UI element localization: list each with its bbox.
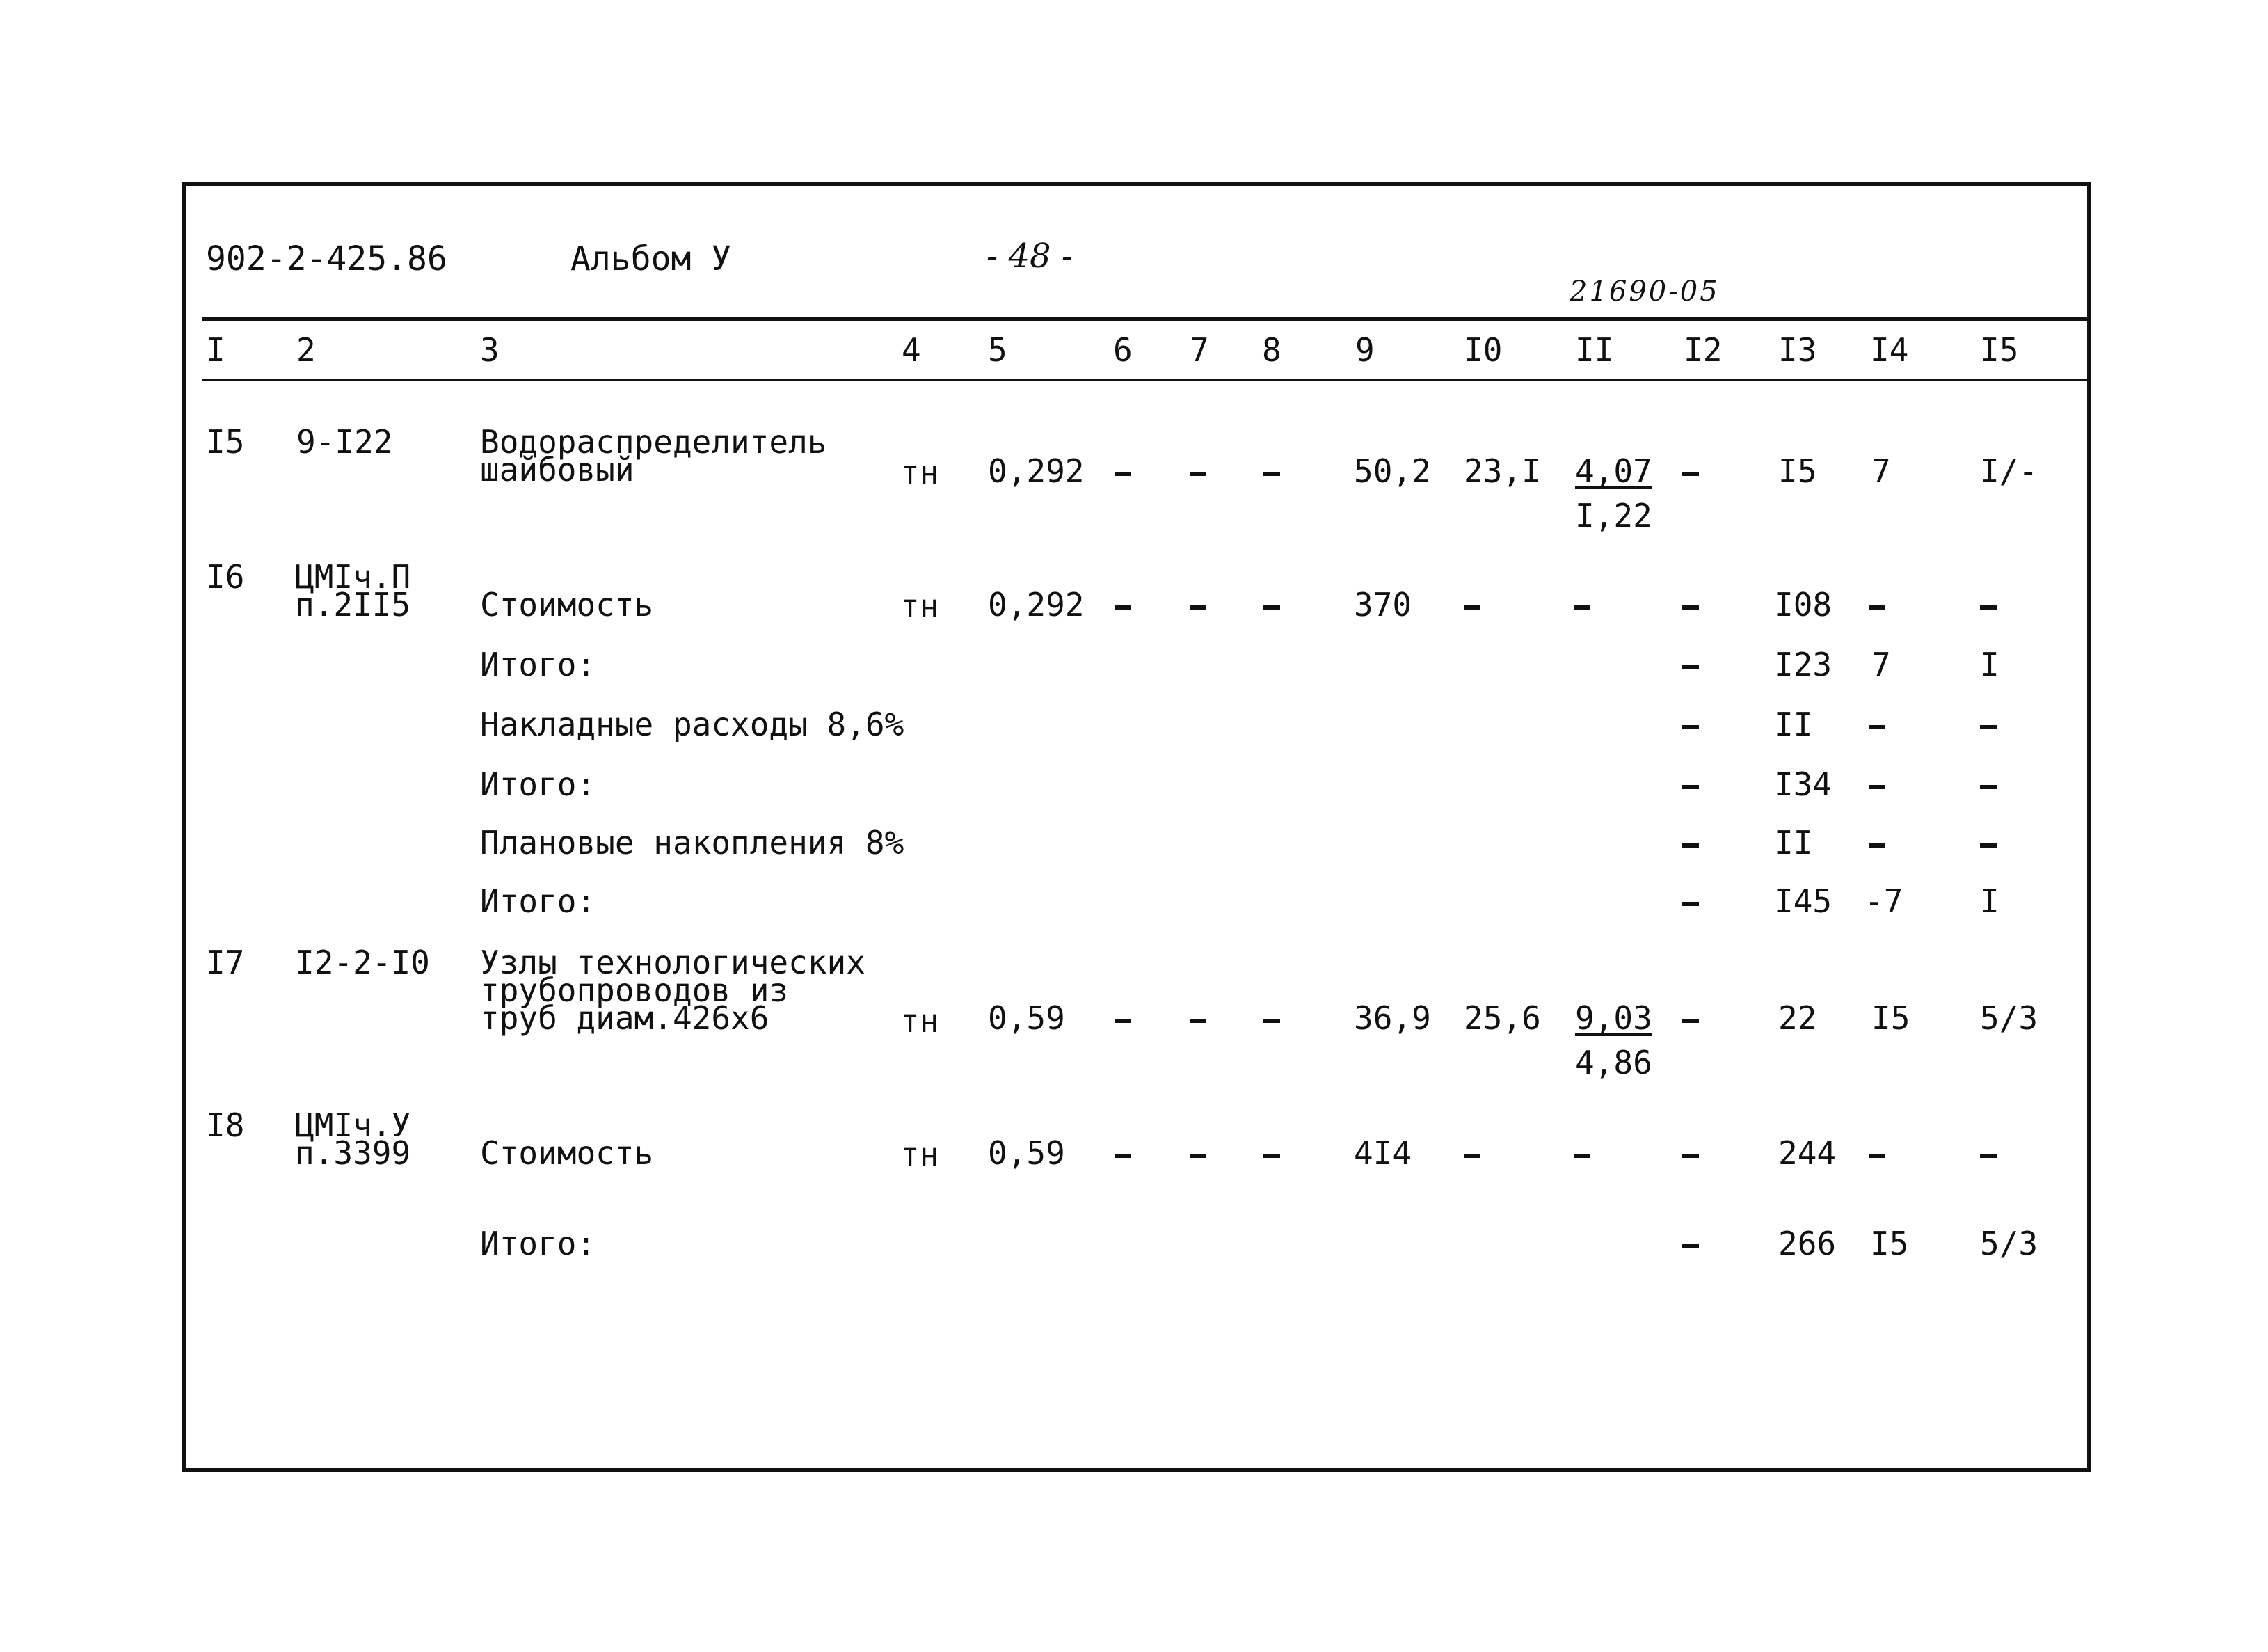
total-col13: 266 — [1778, 1225, 1837, 1262]
row17-col12-dash — [1682, 1019, 1699, 1023]
col-header-5: 5 — [988, 331, 1007, 369]
row17-code: I2-2-I0 — [295, 944, 430, 981]
row18-unit: тн — [900, 1136, 939, 1173]
row17-num: I7 — [206, 944, 245, 981]
row16-col14-dash — [1869, 605, 1885, 610]
row18-code-line2: п.3399 — [295, 1134, 411, 1172]
subtotal3-label: Итого: — [480, 882, 596, 920]
subtotal2-col14-dash — [1869, 785, 1885, 789]
col-header-1: I — [206, 331, 225, 369]
row17-name-line2: трубопроводов из — [480, 971, 789, 1009]
total-col15: 5/3 — [1980, 1225, 2038, 1262]
row16-unit: тн — [900, 587, 939, 625]
subtotal2-col13: I34 — [1774, 765, 1832, 803]
col-header-7: 7 — [1190, 331, 1209, 369]
row15-col13: I5 — [1778, 452, 1817, 490]
row16-col11-dash — [1574, 605, 1590, 610]
subtotal2-col12-dash — [1682, 785, 1699, 789]
subtotal3-col13: I45 — [1774, 882, 1832, 920]
row16-qty: 0,292 — [988, 586, 1085, 624]
header-rule-bottom — [202, 379, 2089, 381]
col-header-3: 3 — [480, 331, 500, 369]
col-header-10: I0 — [1464, 331, 1503, 369]
row17-col9: 36,9 — [1354, 999, 1431, 1037]
row15-unit: тн — [900, 454, 939, 491]
planned-savings-label: Плановые накопления 8% — [480, 824, 904, 861]
row18-col11-dash — [1574, 1154, 1590, 1158]
row17-col15: 5/3 — [1980, 999, 2038, 1037]
row16-col12-dash — [1682, 605, 1699, 610]
total-label: Итого: — [480, 1225, 596, 1262]
subtotal1-col15: I — [1980, 646, 1999, 683]
row15-num: I5 — [206, 423, 245, 461]
row17-name-line3: труб диам.426х6 — [480, 999, 769, 1037]
row17-col10: 25,6 — [1464, 999, 1541, 1037]
row15-col14: 7 — [1871, 452, 1891, 490]
row15-col6-dash — [1115, 472, 1131, 476]
row17-col14: I5 — [1871, 999, 1910, 1037]
col-header-12: I2 — [1684, 331, 1723, 369]
subtotal3-col15: I — [1980, 882, 1999, 920]
row16-num: I6 — [206, 558, 245, 596]
col-header-15: I5 — [1980, 331, 2019, 369]
subtotal1-col13: I23 — [1774, 646, 1832, 683]
row16-code-line2: п.2II5 — [295, 586, 411, 624]
row17-col11-bottom: 4,86 — [1575, 1044, 1652, 1081]
row18-num: I8 — [206, 1106, 245, 1144]
doc-number: 902-2-425.86 — [206, 239, 447, 278]
row17-unit: тн — [900, 1002, 939, 1040]
total-col14: I5 — [1870, 1225, 1909, 1262]
row16-col15-dash — [1980, 605, 1997, 610]
row18-col13: 244 — [1778, 1134, 1837, 1172]
row15-col8-dash — [1263, 472, 1280, 476]
col-header-14: I4 — [1870, 331, 1909, 369]
col-header-6: 6 — [1113, 331, 1133, 369]
row16-col10-dash — [1464, 605, 1480, 610]
row15-col12-dash — [1682, 472, 1699, 476]
row15-name-line2: шайбовый — [480, 451, 634, 489]
subtotal3-col12-dash — [1682, 902, 1699, 906]
overhead-label: Накладные расходы 8,6% — [480, 706, 904, 743]
overhead-col12-dash — [1682, 725, 1699, 729]
col-header-8: 8 — [1262, 331, 1281, 369]
row16-col7-dash — [1190, 605, 1206, 610]
total-col12-dash — [1682, 1244, 1699, 1248]
row18-qty: 0,59 — [988, 1134, 1065, 1172]
row15-qty: 0,292 — [988, 452, 1085, 490]
row17-qty: 0,59 — [988, 999, 1065, 1037]
col-header-11: II — [1575, 331, 1614, 369]
row15-col7-dash — [1190, 472, 1206, 476]
row18-col9: 4I4 — [1354, 1134, 1412, 1172]
row17-col7-dash — [1190, 1019, 1206, 1023]
header-rule-top — [202, 317, 2089, 321]
row17-col6-dash — [1115, 1019, 1131, 1023]
overhead-col14-dash — [1869, 725, 1885, 729]
row17-col13: 22 — [1778, 999, 1817, 1037]
row15-col9: 50,2 — [1354, 452, 1431, 490]
row18-code-line1: ЦМIч.У — [295, 1106, 411, 1144]
row17-col8-dash — [1263, 1019, 1280, 1023]
subtotal2-col15-dash — [1980, 785, 1997, 789]
planned-savings-col15-dash — [1980, 843, 1997, 848]
row15-col15: I/- — [1980, 452, 2038, 490]
row18-name: Стоимость — [480, 1134, 654, 1172]
row15-code: 9-I22 — [296, 423, 393, 461]
album-label: Альбом У — [570, 239, 732, 278]
row18-col10-dash — [1464, 1154, 1480, 1158]
row18-col12-dash — [1682, 1154, 1699, 1158]
row16-col6-dash — [1115, 605, 1131, 610]
row15-col11-top: 4,07 — [1575, 452, 1652, 490]
subtotal1-col12-dash — [1682, 665, 1699, 669]
row15-col11-bottom: I,22 — [1575, 497, 1652, 534]
row18-col15-dash — [1980, 1154, 1997, 1158]
row18-col8-dash — [1263, 1154, 1280, 1158]
row16-col13: I08 — [1774, 586, 1832, 624]
planned-savings-col14-dash — [1869, 843, 1885, 848]
row15-name-line1: Водораспределитель — [480, 423, 827, 461]
row18-col14-dash — [1869, 1154, 1885, 1158]
subtotal2-label: Итого: — [480, 765, 596, 803]
planned-savings-col12-dash — [1682, 843, 1699, 848]
row18-col6-dash — [1115, 1154, 1131, 1158]
col-header-2: 2 — [296, 331, 316, 369]
row15-col10: 23,I — [1464, 452, 1541, 490]
row17-name-line1: Узлы технологических — [480, 944, 865, 981]
col-header-4: 4 — [902, 331, 921, 369]
row16-code-line1: ЦМIч.П — [295, 558, 411, 596]
col-header-13: I3 — [1778, 331, 1817, 369]
page-number: - 48 - — [987, 237, 1073, 276]
row18-col7-dash — [1190, 1154, 1206, 1158]
subtotal1-label: Итого: — [480, 646, 596, 683]
row16-col9: 370 — [1354, 586, 1412, 624]
planned-savings-col13: II — [1774, 824, 1813, 861]
archive-code: 21690-05 — [1570, 276, 1720, 308]
row16-name: Стоимость — [480, 586, 654, 624]
overhead-col15-dash — [1980, 725, 1997, 729]
subtotal1-col14: 7 — [1871, 646, 1891, 683]
subtotal3-col14: -7 — [1864, 882, 1903, 920]
row17-col11-top: 9,03 — [1575, 999, 1652, 1037]
row16-col8-dash — [1263, 605, 1280, 610]
col-header-9: 9 — [1355, 331, 1375, 369]
overhead-col13: II — [1774, 706, 1813, 743]
